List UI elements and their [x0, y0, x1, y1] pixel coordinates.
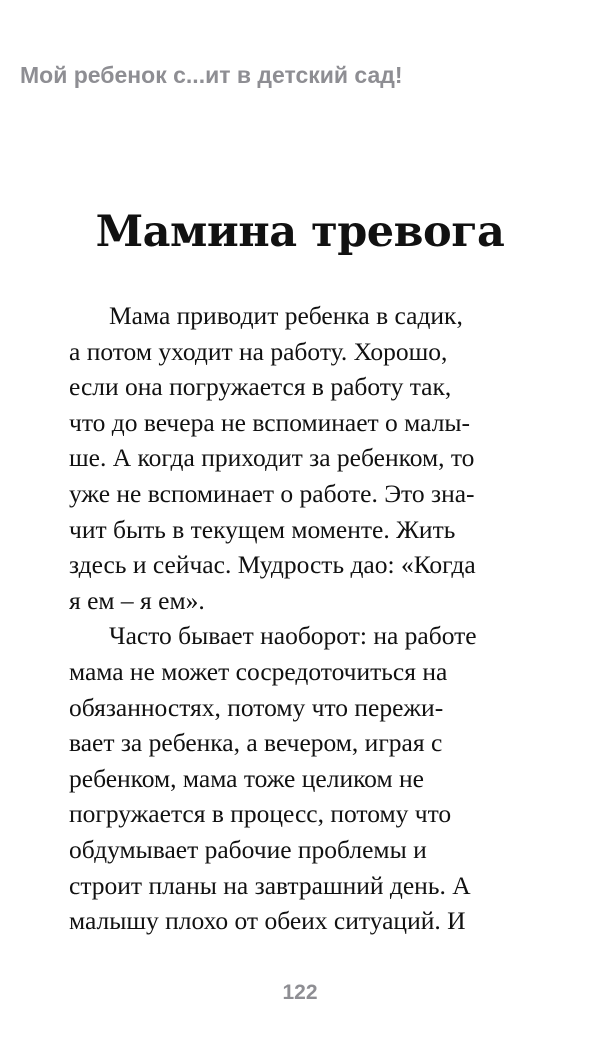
text-line: уже не вспоминает о работе. Это зна-: [69, 478, 475, 508]
text-line: если она погружается в работу так,: [69, 372, 452, 402]
body-text: [69, 298, 539, 939]
running-header-book-title: Мой ребенок с...ит в детский сад!: [20, 62, 403, 88]
text-line: Мама приводит ребенка в садик,: [109, 301, 463, 330]
text-line: здесь и сейчас. Мудрость дао: «Когда: [69, 550, 476, 580]
page-number: 122: [282, 981, 318, 1004]
text-line: обдумывает рабочие проблемы и: [69, 834, 427, 864]
text-line: погружается в процесс, потому что: [69, 799, 452, 829]
text-line: ше. А когда приходит за ребенком, то: [69, 443, 475, 473]
text-line: что до вечера не вспоминает о малы-: [69, 407, 471, 437]
text-line: строит планы на завтрашний день. А: [69, 870, 471, 900]
text-line: ребенком, мама тоже целиком не: [69, 763, 424, 793]
text-line: мама не может сосредоточиться на: [69, 656, 448, 686]
text-line: малышу плохо от обеих ситуаций. И: [69, 906, 466, 936]
text-line: а потом уходит на работу. Хорошо,: [69, 336, 448, 366]
text-line: Часто бывает наоборот: на работе: [109, 621, 477, 651]
chapter-title: Мамина тревога: [95, 207, 505, 257]
text-line: чит быть в текущем моменте. Жить: [69, 514, 456, 544]
text-line: обязанностях, потому что пережи-: [69, 692, 444, 722]
text-line: вает за ребенка, а вечером, играя с: [69, 728, 443, 758]
text-line: я ем – я ем».: [69, 585, 205, 615]
